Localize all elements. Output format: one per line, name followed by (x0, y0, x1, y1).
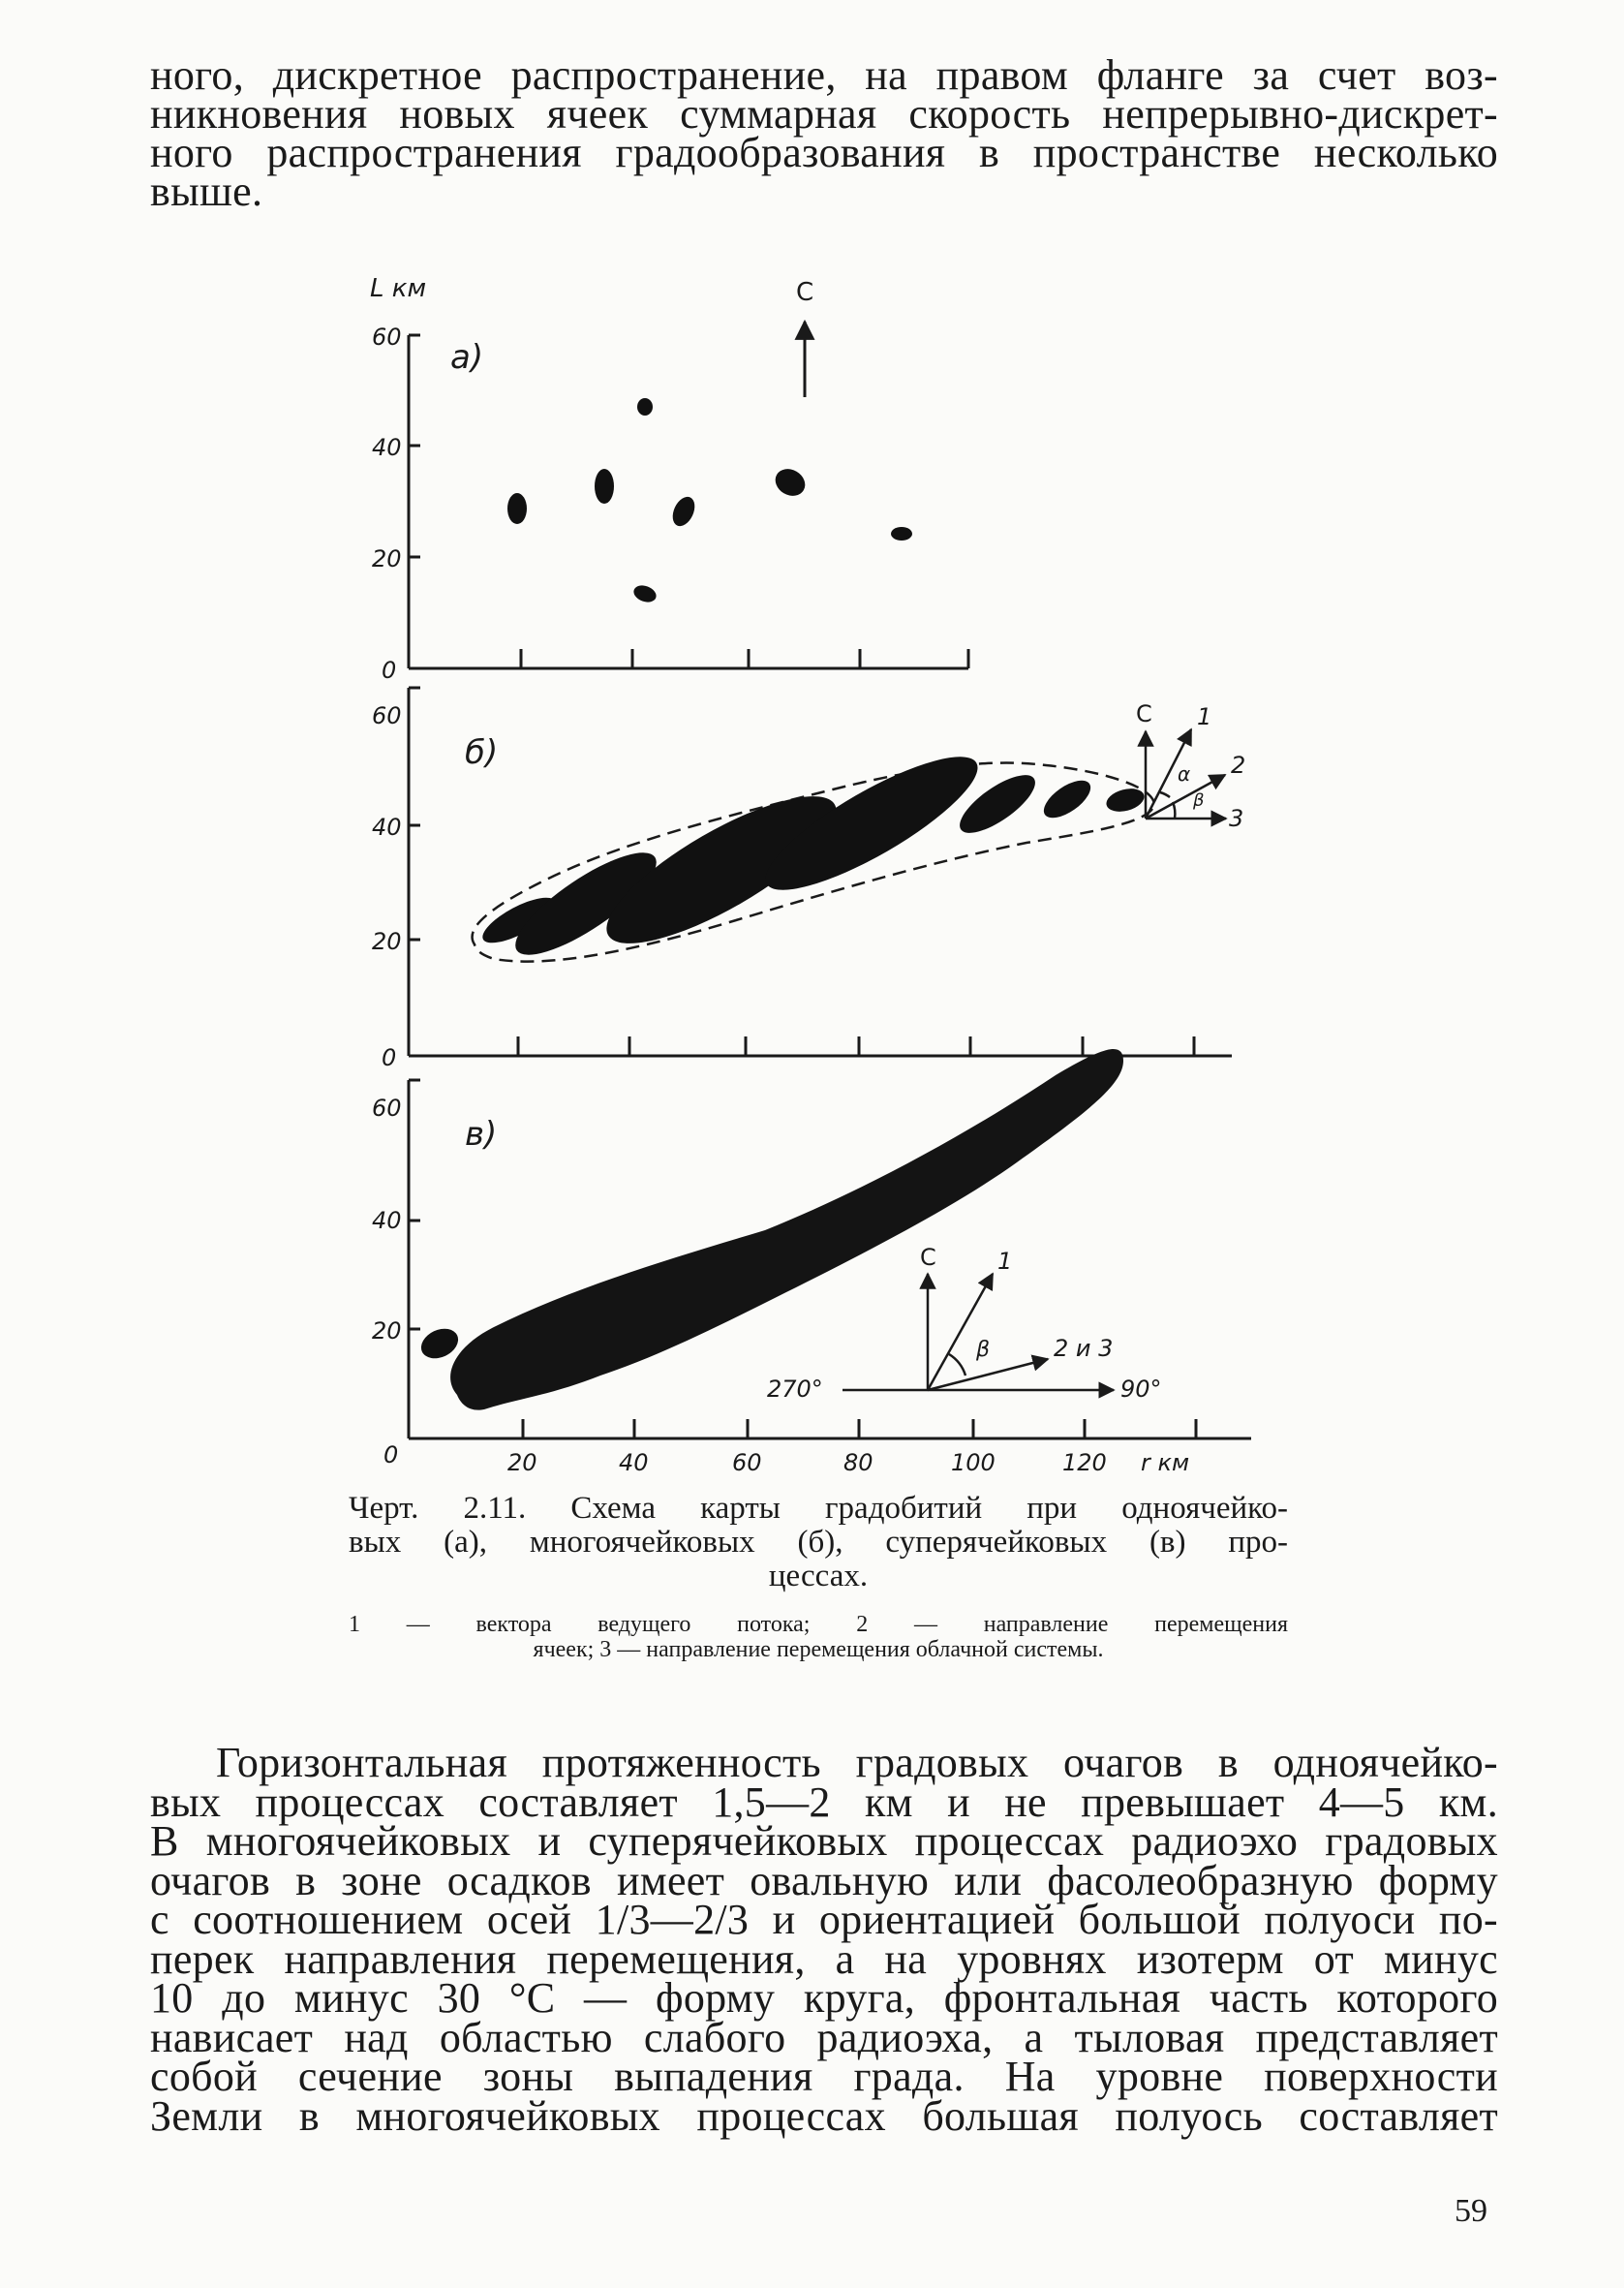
y-tick-label: 40 (372, 814, 402, 841)
x-tick-label: 40 (619, 1449, 649, 1476)
panel-label: в) (465, 1115, 498, 1154)
panel-a (372, 278, 968, 684)
y-axis-label: L км (370, 274, 427, 303)
supercell-hail-swath (450, 1049, 1123, 1410)
x-tick-label: 100 (951, 1449, 996, 1476)
text-line: 10 до минус 30 °С — форму круга, фронтальная часть которого (150, 1974, 1498, 2022)
text-line: Горизонтальная протяженность градовых очагов в одноячейко- (216, 1739, 1498, 1786)
y-tick-label: 40 (372, 434, 402, 461)
y-tick-label: 20 (372, 1317, 402, 1345)
text-line: В многоячейковых и суперячейковых процессах радиоэхо градовых (150, 1817, 1498, 1865)
y-tick-label: 20 (372, 928, 402, 955)
page-number: 59 (1455, 2193, 1487, 2229)
y-tick-label: 60 (372, 1095, 402, 1122)
caption-line: цессах. (768, 1559, 869, 1593)
y-tick-label: 60 (372, 702, 402, 729)
legend-line: ячеек; 3 — направление перемещения облачной системы. (533, 1637, 1104, 1662)
angle-label: β (1193, 790, 1205, 811)
hail-cell (595, 469, 614, 504)
text-line: Земли в многоячейковых процессах большая полуось составляет (150, 2091, 1498, 2140)
text-line: никновения новых ячеек суммарная скорость непрерывно-дискрет- (150, 90, 1498, 138)
x-tick-label: 20 (507, 1449, 537, 1476)
hail-cell (1104, 785, 1147, 816)
caption-line: Черт. 2.11. Схема карты градобитий при одноячейко- (349, 1491, 1288, 1526)
x-axis-label: r км (1141, 1449, 1190, 1476)
north-label: С (1136, 700, 1152, 727)
text-line: очагов в зоне осадков имеет овальную или фасолеобразную форму (150, 1856, 1498, 1904)
caption-line: вых (а), многоячейковых (б), суперячейковых (в) про- (349, 1525, 1288, 1560)
text-line: выше. (150, 168, 263, 215)
hail-cell (668, 493, 699, 529)
vector-label: 1 (997, 1248, 1013, 1275)
body-paragraph (150, 1739, 1498, 2140)
angle-label: α (1178, 762, 1191, 786)
hail-cell (507, 493, 527, 524)
panel-c (372, 1049, 1251, 1476)
y-tick-label: 0 (382, 1044, 397, 1071)
hail-cell (637, 398, 653, 416)
hail-map-figure (349, 262, 1317, 1482)
text-line: нависает над областью слабого радиоэха, а тыловая представляет (150, 2013, 1498, 2061)
figure-legend (349, 1612, 1288, 1662)
x-tick-label: 120 (1062, 1449, 1107, 1476)
vector-label: 2 (1231, 752, 1246, 779)
y-tick-label: 20 (372, 545, 402, 572)
panel-b (372, 688, 1245, 1071)
vector-label: 3 (1229, 805, 1244, 832)
text-line: собой сечение зоны выпадения града. На уровне поверхности (150, 2053, 1498, 2100)
direction-label: 90° (1120, 1376, 1162, 1403)
origin-label: 0 (383, 1441, 399, 1469)
hail-cell (771, 464, 811, 502)
top-paragraph (150, 51, 1498, 215)
direction-label: 270° (767, 1376, 823, 1403)
text-line: перек направления перемещения, а на уровнях изотерм от минус (150, 1934, 1498, 1983)
y-tick-label: 60 (372, 324, 402, 351)
text-line: ного распространения градообразования в пространстве несколько (150, 129, 1498, 176)
x-tick-label: 60 (732, 1449, 762, 1476)
hail-cell (891, 527, 912, 541)
figure-caption (349, 1492, 1288, 1593)
panel-label: а) (450, 338, 484, 377)
text-line: с соотношением осей 1/3—2/3 и ориентацией большой полуоси по- (150, 1896, 1498, 1943)
vector-diagram (843, 1274, 1114, 1390)
north-label: С (796, 278, 814, 307)
angle-label: β (976, 1338, 991, 1362)
text-line: ного, дискретное распространение, на правом фланге за счет воз- (150, 51, 1498, 99)
y-tick-label: 40 (372, 1207, 402, 1234)
x-tick-label: 80 (843, 1449, 873, 1476)
hail-cell (416, 1323, 463, 1364)
text-line: вых процессах составляет 1,5—2 км и не превышает 4—5 км. (150, 1778, 1498, 1826)
vector-label: 1 (1197, 703, 1212, 730)
north-label: С (920, 1244, 936, 1271)
y-tick-label: 0 (382, 657, 397, 684)
hail-cell (1038, 773, 1097, 824)
legend-line: 1 — вектора ведущего потока; 2 — направление перемещения (349, 1612, 1288, 1637)
hail-cell (631, 582, 659, 604)
panel-label: б) (465, 733, 499, 772)
vector-label: 2 и 3 (1054, 1335, 1114, 1362)
